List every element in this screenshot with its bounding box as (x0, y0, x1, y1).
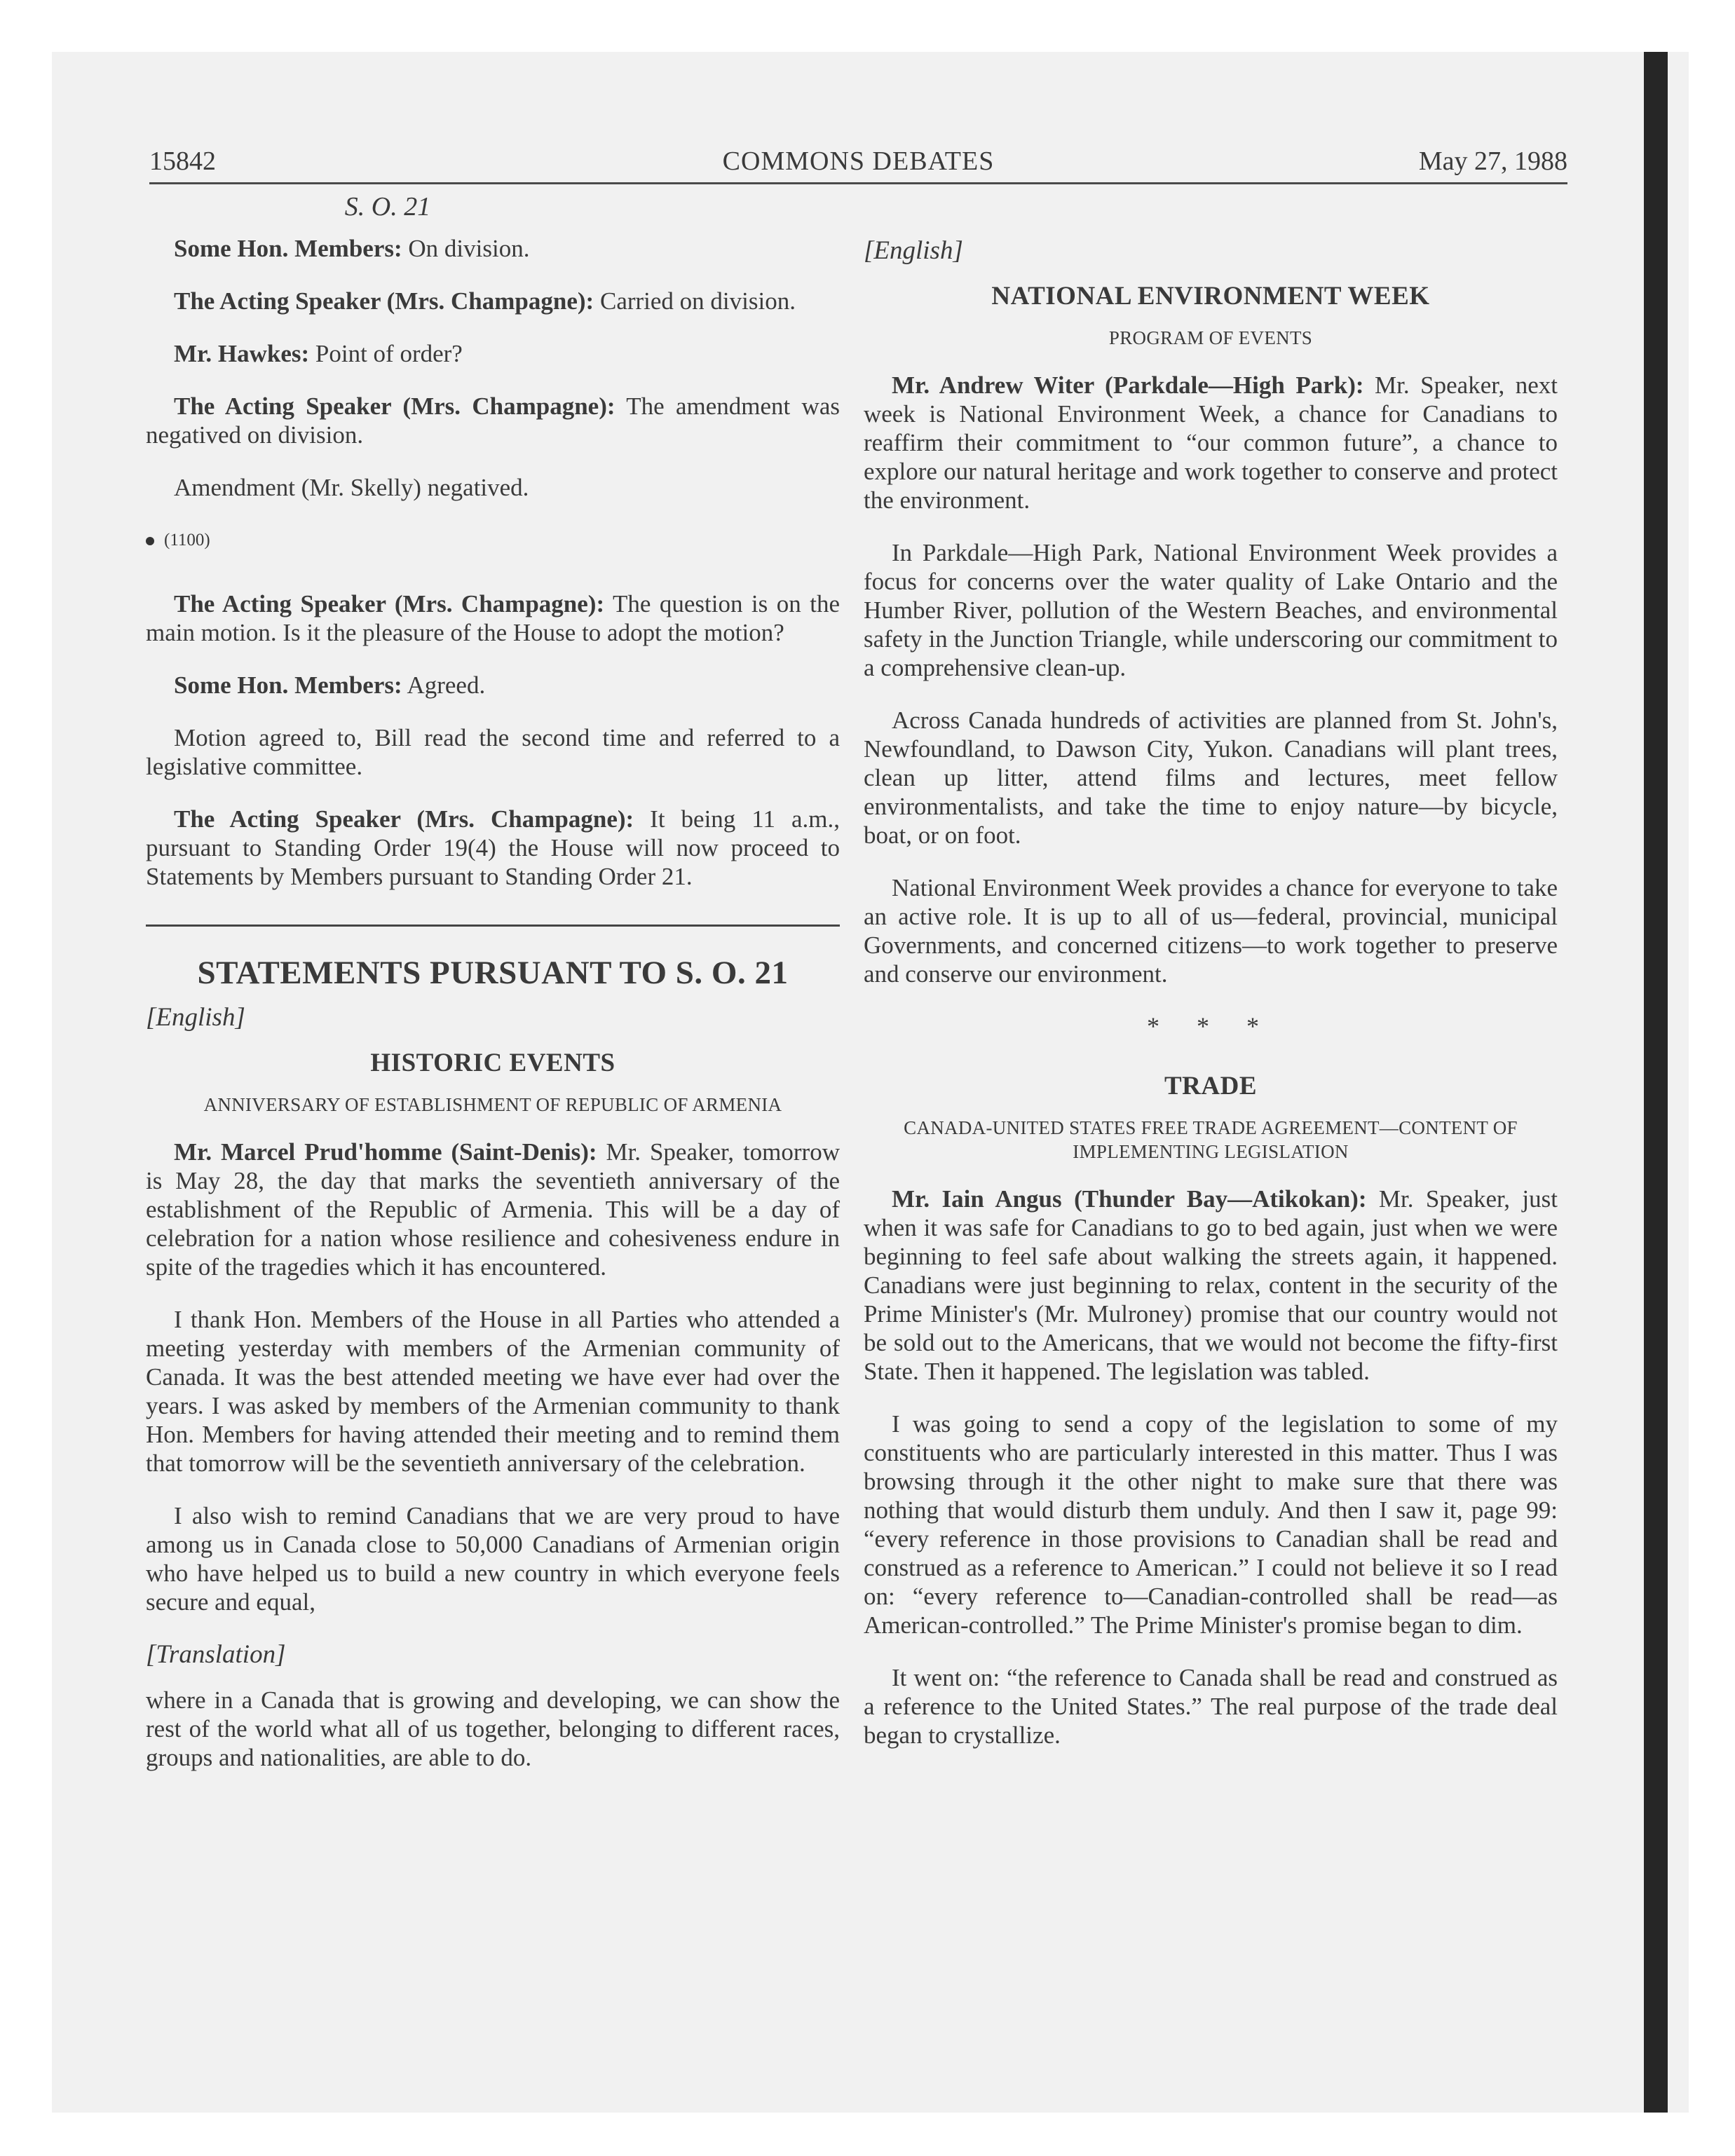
paragraph: In Parkdale—High Park, National Environment Week provides a focus for concerns over the water quality of Lake Ontario and the Humber River, pollution of the Western Beaches, and environmental safety in the Junction Triangle, while underscoring our commitment to a comprehensive clean-up. (864, 539, 1558, 681)
standing-order-label: S. O. 21 (344, 192, 431, 221)
paragraph: Amendment (Mr. Skelly) negatived. (174, 474, 529, 501)
section-heading: STATEMENTS PURSUANT TO S. O. 21 (197, 955, 789, 991)
paragraph: I also wish to remind Canadians that we are very proud to have among us in Canada close to 50,000 Canadians of Armenian origin who have helped us to build a new country in which everyone feels secure and equal, (146, 1502, 840, 1616)
page-number: 15842 (149, 146, 216, 176)
paragraph (146, 234, 840, 263)
paragraph: It went on: “the reference to Canada shall be read and construed as a reference to the United States.” The real purpose of the trade deal began to crystallize. (864, 1664, 1558, 1749)
speaker-name: Mr. Hawkes: (174, 340, 310, 367)
publication-title: COMMONS DEBATES (722, 146, 995, 176)
paragraph: I thank Hon. Members of the House in all Parties who attended a meeting yesterday with members of the Armenian community of Canada. It was the best attended meeting we have ever had over the years. I was asked by members of the Armenian community to thank Hon. Members for having attended their meeting and to remind them that tomorrow will be the seventieth anniversary of the celebration. (146, 1306, 840, 1477)
paragraph (864, 371, 1558, 514)
topic-heading: NATIONAL ENVIRONMENT WEEK (991, 282, 1430, 311)
paragraph (146, 671, 840, 700)
paragraph-text: The question is on the main motion. Is it the pleasure of the House to adopt the motion? (146, 590, 840, 646)
page-date: May 27, 1988 (1418, 146, 1567, 176)
paragraph (146, 287, 840, 315)
speaker-name: Mr. Iain Angus (Thunder Bay—Atikokan): (892, 1185, 1367, 1213)
speaker-name: The Acting Speaker (Mrs. Champagne): (174, 805, 634, 833)
paragraph (146, 339, 840, 368)
time-marker (146, 526, 840, 554)
paragraph-text: The amendment was negatived on division. (146, 393, 840, 449)
paragraph-text: Agreed. (402, 671, 486, 699)
paragraph: Motion agreed to, Bill read the second time and referred to a legislative committee. (146, 724, 840, 780)
bullet-dot-icon (146, 537, 154, 545)
left-column (146, 193, 840, 1796)
paragraph-text: On division. (402, 235, 530, 262)
paragraph (146, 1138, 840, 1281)
page-header (149, 146, 1567, 184)
paragraph-text: Carried on division. (594, 287, 796, 315)
paragraph-text: Mr. Speaker, tomorrow is May 28, the day that marks the seventieth anniversary of the establishment of the Republic of Armenia. This will be a day of celebration for a nation whose resilience and cohesiveness endure in spite of the tragedies which it has encountered. (146, 1138, 840, 1281)
time-stamp: (1100) (164, 531, 210, 550)
topic-subheading: CANADA-UNITED STATES FREE TRADE AGREEMENT—CONTENT OF IMPLEMENTING LEGISLATION (904, 1117, 1518, 1162)
paragraph-text: Point of order? (309, 340, 463, 367)
speaker-name: Mr. Andrew Witer (Parkdale—High Park): (892, 371, 1364, 399)
paragraph (146, 805, 840, 891)
paragraph: where in a Canada that is growing and developing, we can show the rest of the world what all of us together, belonging to different races, groups and nationalities, are able to do. (146, 1686, 840, 1771)
speaker-name: Mr. Marcel Prud'homme (Saint-Denis): (174, 1138, 597, 1166)
speaker-name: Some Hon. Members: (174, 235, 402, 262)
paragraph-text: It being 11 a.m., pursuant to Standing Order 19(4) the House will now proceed to Statements by Members pursuant to Standing Order 21. (146, 805, 840, 890)
paragraph (146, 392, 840, 449)
paragraph: I was going to send a copy of the legislation to some of my constituents who are particularly interested in this matter. Thus I was browsing through it the other night to make sure that there was nothing that would disturb them unduly. And then I saw it, page 99: “every reference in those provisions to Canadian shall be read and construed as a reference to American.” I could not believe it so I read on: “every reference to—Canadian-controlled shall be read—as American-controlled.” The Prime Minister's promise began to dim. (864, 1410, 1558, 1639)
scan-edge-shadow (1644, 52, 1668, 2113)
paragraph (146, 589, 840, 647)
right-column (864, 193, 1558, 1773)
topic-heading: TRADE (1164, 1072, 1258, 1100)
speaker-name: Some Hon. Members: (174, 671, 402, 699)
speaker-name: The Acting Speaker (Mrs. Champagne): (174, 590, 605, 618)
language-marker: [Translation] (146, 1640, 286, 1669)
paragraph: Across Canada hundreds of activities are planned from St. John's, Newfoundland, to Dawson City, Yukon. Canadians will plant trees, clean up litter, attend films and lectures, meet fellow environmentalists, and take the time to enjoy nature—by bicycle, boat, or on foot. (864, 707, 1558, 849)
topic-subheading: PROGRAM OF EVENTS (1108, 327, 1313, 348)
topic-heading: HISTORIC EVENTS (370, 1049, 615, 1077)
section-divider (146, 925, 840, 927)
topic-subheading: ANNIVERSARY OF ESTABLISHMENT OF REPUBLIC OF ARMENIA (203, 1094, 782, 1115)
speaker-name: The Acting Speaker (Mrs. Champagne): (174, 393, 615, 420)
section-separator-stars: * * * (1147, 1012, 1274, 1040)
speaker-name: The Acting Speaker (Mrs. Champagne): (174, 287, 594, 315)
language-marker: [English] (146, 1003, 245, 1032)
paragraph-text: Mr. Speaker, next week is National Environment Week, a chance for Canadians to reaffirm their commitment to “our common future”, a chance to explore our natural heritage and work together to conserve and protect the environment. (864, 371, 1558, 514)
language-marker: [English] (864, 236, 963, 265)
paragraph: National Environment Week provides a chance for everyone to take an active role. It is up to all of us—federal, provincial, municipal Governments, and concerned citizens—to work together to preserve and conserve our environment. (864, 874, 1558, 988)
paragraph (864, 1185, 1558, 1386)
paragraph-text: Mr. Speaker, just when it was safe for Canadians to go to bed again, just when we were beginning to feel safe about walking the streets again, it happened. Canadians were just beginning to relax, content in the security of the Prime Minister's (Mr. Mulroney) promise that our country would not be sold out to the Americans, that we would not become the fifty-first State. Then it happened. The legislation was tabled. (864, 1185, 1558, 1385)
